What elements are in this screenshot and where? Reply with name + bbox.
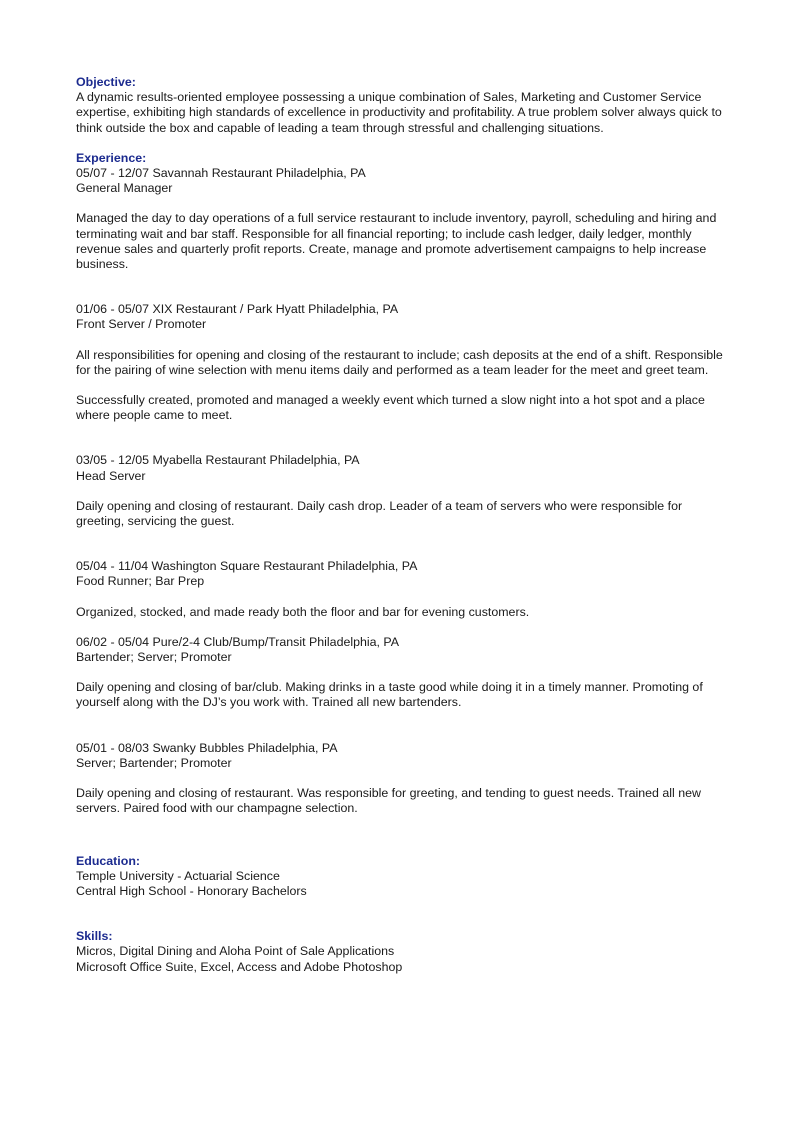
job-entry [76, 635, 726, 711]
job-description: Daily opening and closing of restaurant. Daily cash drop. Leader of a team of servers who were responsible for greeting, servicing the guest. [76, 498, 683, 529]
job-description: Daily opening and closing of restaurant. Was responsible for greeting, and tending to guest needs. Trained all new servers. Paired food with our champagne selection. [76, 786, 701, 816]
job-description: Daily opening and closing of bar/club. Making drinks in a taste good while doing it in a timely manner. Promoting of yourself along with the DJ’s you work with. Trained all new bartenders. [76, 680, 703, 710]
job-entry [76, 741, 726, 817]
skills-heading: Skills: [76, 929, 113, 944]
job-description: Managed the day to day operations of a full service restaurant to include inventory, payroll, scheduling and hiring and terminating wait and bar staff. Responsible for all financial reporting; to include cash ledger, daily ledger, monthly revenue sales and quarterly profit reports. Create, manage and promote advertisement campaigns to help increase business. [76, 211, 717, 272]
objective-heading: Objective: [76, 75, 136, 89]
job-dates-place: 03/05 - 12/05 Myabella Restaurant Philadelphia, PA [76, 453, 360, 468]
job-entry [76, 559, 726, 620]
resume-page [76, 75, 726, 975]
job-dates-place: 01/06 - 05/07 XIX Restaurant / Park Hyatt Philadelphia, PA [76, 302, 399, 317]
education-section [76, 854, 726, 900]
education-heading: Education: [76, 853, 141, 868]
job-entry [76, 166, 726, 272]
objective-section [76, 75, 726, 136]
job-dates-place: 06/02 - 05/04 Pure/2-4 Club/Bump/Transit Philadelphia, PA [76, 634, 400, 649]
job-dates-place: 05/01 - 08/03 Swanky Bubbles Philadelphia, PA [76, 740, 338, 755]
job-title: Food Runner; Bar Prep [76, 574, 205, 589]
job-entry [76, 302, 726, 423]
skills-section [76, 929, 726, 975]
job-title: Head Server [76, 468, 146, 483]
job-title: General Manager [76, 181, 173, 196]
job-title: Front Server / Promoter [76, 317, 207, 332]
skills-item: Microsoft Office Suite, Excel, Access and Adobe Photoshop [76, 959, 403, 974]
experience-heading: Experience: [76, 150, 147, 165]
education-item: Temple University - Actuarial Science [76, 868, 280, 883]
experience-section [76, 151, 726, 817]
job-dates-place: 05/07 - 12/07 Savannah Restaurant Philadelphia, PA [76, 166, 366, 181]
objective-text: A dynamic results-oriented employee possessing a unique combination of Sales, Marketing and Customer Service expertise, exhibiting high standards of excellence in productivity and profitability. A true problem solver always quick to think outside the box and capable of leading a team through stressful and challenging situations. [76, 90, 722, 135]
job-entry [76, 453, 726, 529]
job-description: Organized, stocked, and made ready both the floor and bar for evening customers. [76, 604, 530, 619]
job-dates-place: 05/04 - 11/04 Washington Square Restaurant Philadelphia, PA [76, 559, 418, 574]
job-title: Server; Bartender; Promoter [76, 755, 232, 770]
job-title: Bartender; Server; Promoter [76, 650, 232, 665]
job-description: Successfully created, promoted and managed a weekly event which turned a slow night into a hot spot and a place where people came to meet. [76, 393, 705, 423]
job-description: All responsibilities for opening and closing of the restaurant to include; cash deposits at the end of a shift. Responsible for the pairing of wine selection with menu items daily and performed as a team leader for the meet and greet team. [76, 347, 723, 377]
skills-item: Micros, Digital Dining and Aloha Point of Sale Applications [76, 944, 395, 959]
education-item: Central High School - Honorary Bachelors [76, 883, 307, 898]
